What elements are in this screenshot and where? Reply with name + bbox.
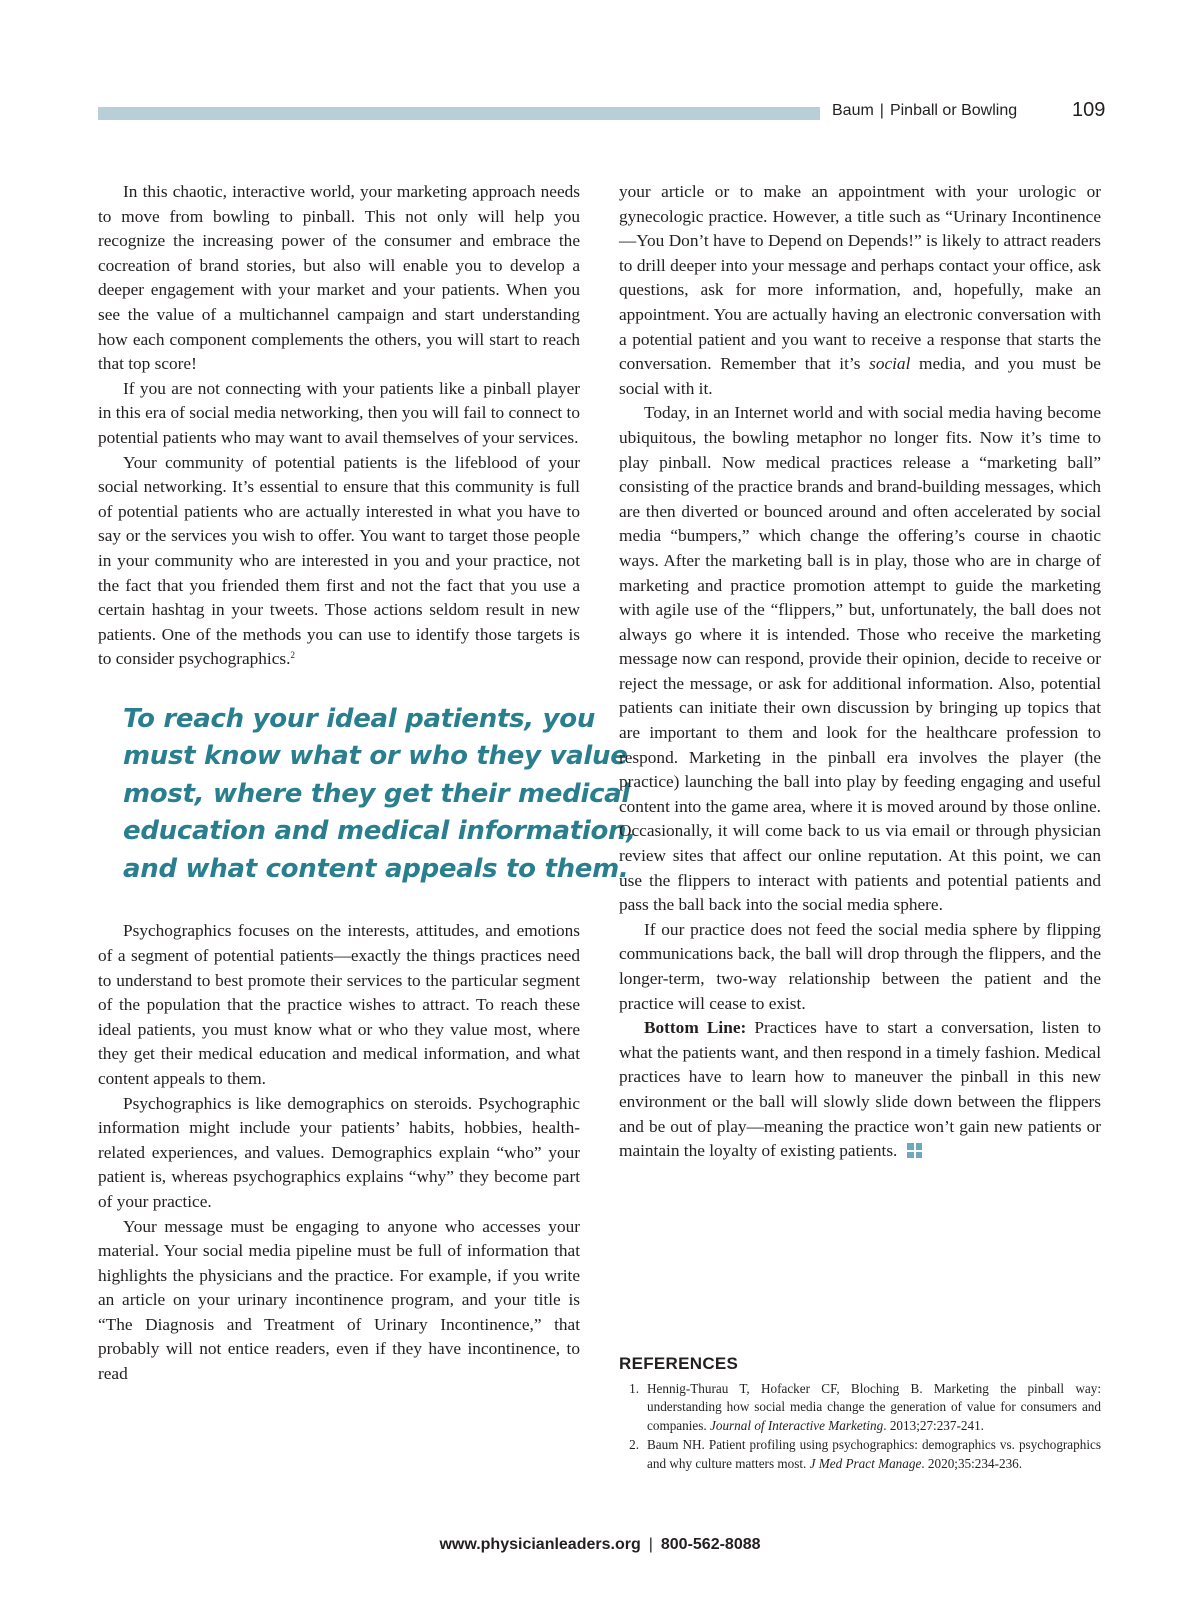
reference-text — [647, 1380, 1101, 1435]
paragraph: Your message must be engaging to anyone who accesses your material. Your social media pipeline must be full of information that highlights the physicians and the practice. For example, if you write an article on your urinary incontinence program, and your title is “The Diagnosis and Treatment of Urinary Incontinence,” that probably will not entice readers, even if they have incontinence, to read — [98, 1216, 580, 1384]
reference-body: Baum NH. Patient profiling using psychographics: demographics vs. psychographics and why culture matters most. — [647, 1437, 1101, 1471]
references-list — [619, 1380, 1101, 1474]
paragraph-text: Your community of potential patients is the lifeblood of your social networking. It’s essential to ensure that this community is full of potential patients who are actually interested in what you have to say or the services you wish to offer. You want to target those people in your community who are interested in you and your practice, not the fact that you friended them first and not the fact that you use a certain hashtag in your tweets. Those actions seldom result in new patients. One of the methods you can use to identify those targets is to consider psychographics. — [98, 452, 580, 669]
paragraph-text: media, and you must be social with it. — [619, 354, 1101, 398]
reference-number: 2. — [629, 1437, 639, 1453]
reference-item — [619, 1380, 1101, 1435]
paragraph — [98, 451, 580, 672]
paragraph: Psychographics focuses on the interests, attitudes, and emotions of a segment of potential patients—exactly the things practices need to understand to best promote their services to the particular segment of the population that the practice wishes to attract. To reach these ideal patients, you must know what or who they value most, where they get their medical education and medical information, and what content appeals to them. — [98, 921, 580, 1088]
citation-superscript: 2 — [290, 650, 295, 661]
reference-journal: J Med Pract Manage — [809, 1455, 922, 1471]
paragraph: If you are not connecting with your patients like a pinball player in this era of social media networking, then you will fail to connect to potential patients who may want to avail themselves of your services. — [98, 378, 580, 447]
paragraph — [619, 1016, 1101, 1164]
emphasis-text: social — [869, 354, 911, 374]
running-head-separator: | — [879, 102, 884, 119]
reference-number: 1. — [629, 1381, 639, 1396]
paragraph: In this chaotic, interactive world, your marketing approach needs to move from bowling to pinball. This not only will help you recognize the increasing power of the consumer and embrace the cocreation of brand stories, but also will enable you to develop a deeper engagement with your market and your patients. When you see the value of a multichannel campaign and start understanding how each component complements the others, you will start to reach that top score! — [98, 182, 580, 374]
left-column — [98, 180, 636, 1387]
reference-journal: Journal of Interactive Marketing — [710, 1417, 884, 1433]
page-footer — [0, 1536, 1200, 1554]
pull-quote — [123, 701, 636, 889]
page-number: 109 — [1072, 99, 1106, 121]
reference-text — [647, 1436, 1101, 1473]
pull-quote-line: and what content appeals to them. — [123, 853, 629, 884]
footer-phone: 800-562-8088 — [660, 1536, 761, 1553]
reference-body: Hennig-Thurau T, Hofacker CF, Bloching B. Marketing the pinball way: understanding how social media change the generation of value for consumers and companies. — [647, 1381, 1101, 1433]
end-of-article-icon — [907, 1143, 922, 1158]
paragraph — [619, 180, 1101, 401]
pull-quote-line: most, where they get their medical — [123, 778, 631, 809]
reference-citation: . 2020;35:234-236. — [921, 1455, 1023, 1471]
footer-website: www.physicianleaders.org — [439, 1536, 641, 1553]
paragraph: Today, in an Internet world and with social media having become ubiquitous, the bowling metaphor no longer fits. Now it’s time to play pinball. Now medical practices release a “marketing ball” consisting of the practice brands and brand-building messages, which are then diverted or bounced around and often accelerated by social media “bumpers,” which change the offering’s course in chaotic ways. After the marketing ball is in play, those who are in charge of marketing and practice promotion attempt to guide the marketing with agile use of the “flippers,” but, unfortunately, the ball does not always go where it is intended. Those who receive the marketing message now can respond, provide their opinion, decide to receive or reject the message, or ask for additional information. Also, potential patients can initiate their own discussion by bringing up topics that are important to them and look for the healthcare profession to respond. Marketing in the pinball era involves the player (the practice) launching the ball into play by feeding engaging and useful content into the game area, where it is moved around by those online. Occasionally, it will come back to us via email or through physician review sites that affect our online reputation. At this point, we can use the flippers to interact with patients and potential patients and pass the ball back into the social media sphere. — [619, 403, 1101, 915]
pull-quote-line: must know what or who they value — [123, 741, 628, 772]
reference-item — [619, 1436, 1101, 1473]
right-column — [619, 180, 1101, 1164]
running-head — [832, 102, 1112, 126]
pull-quote-line: To reach your ideal patients, you — [123, 703, 596, 734]
references-heading: REFERENCES — [619, 1354, 739, 1373]
footer-separator: | — [648, 1536, 653, 1553]
bottom-line-label: Bottom Line: — [644, 1018, 747, 1038]
pull-quote-line: education and medical information, — [123, 816, 636, 847]
header-bar — [98, 107, 820, 120]
reference-citation: . 2013;27:237-241. — [883, 1417, 984, 1433]
paragraph-text: Practices have to start a conversation, listen to what the patients want, and then respond in a timely fashion. Medical practices have to learn how to maneuver the pinball in this new environment or the ball will slowly slide down between the flippers and be out of play—meaning the practice won’t gain new patients or maintain the loyalty of existing patients. — [619, 1018, 1101, 1161]
paragraph-text: your article or to make an appointment with your urologic or gynecologic practice. However, a title such as “Urinary Incontinence—You Don’t have to Depend on Depends!” is likely to attract readers to drill deeper into your message and perhaps contact your office, ask questions, ask for more information, and, hopefully, make an appointment. You are actually having an electronic conversation with a potential patient and you want to receive a response that starts the conversation. Remember that it’s — [619, 182, 1101, 374]
paragraph: If our practice does not feed the social media sphere by flipping communications back, the ball will drop through the flippers, and the longer-term, two-way relationship between the patient and the practice will cease to exist. — [619, 919, 1101, 1013]
running-head-title: Pinball or Bowling — [889, 102, 1018, 119]
paragraph: Psychographics is like demographics on steroids. Psychographic information might include your patients’ habits, hobbies, health-related experiences, and values. Demographics explain “who” your patient is, whereas psychographics explains “why” they become part of your practice. — [98, 1093, 580, 1211]
running-head-author: Baum — [832, 102, 874, 119]
